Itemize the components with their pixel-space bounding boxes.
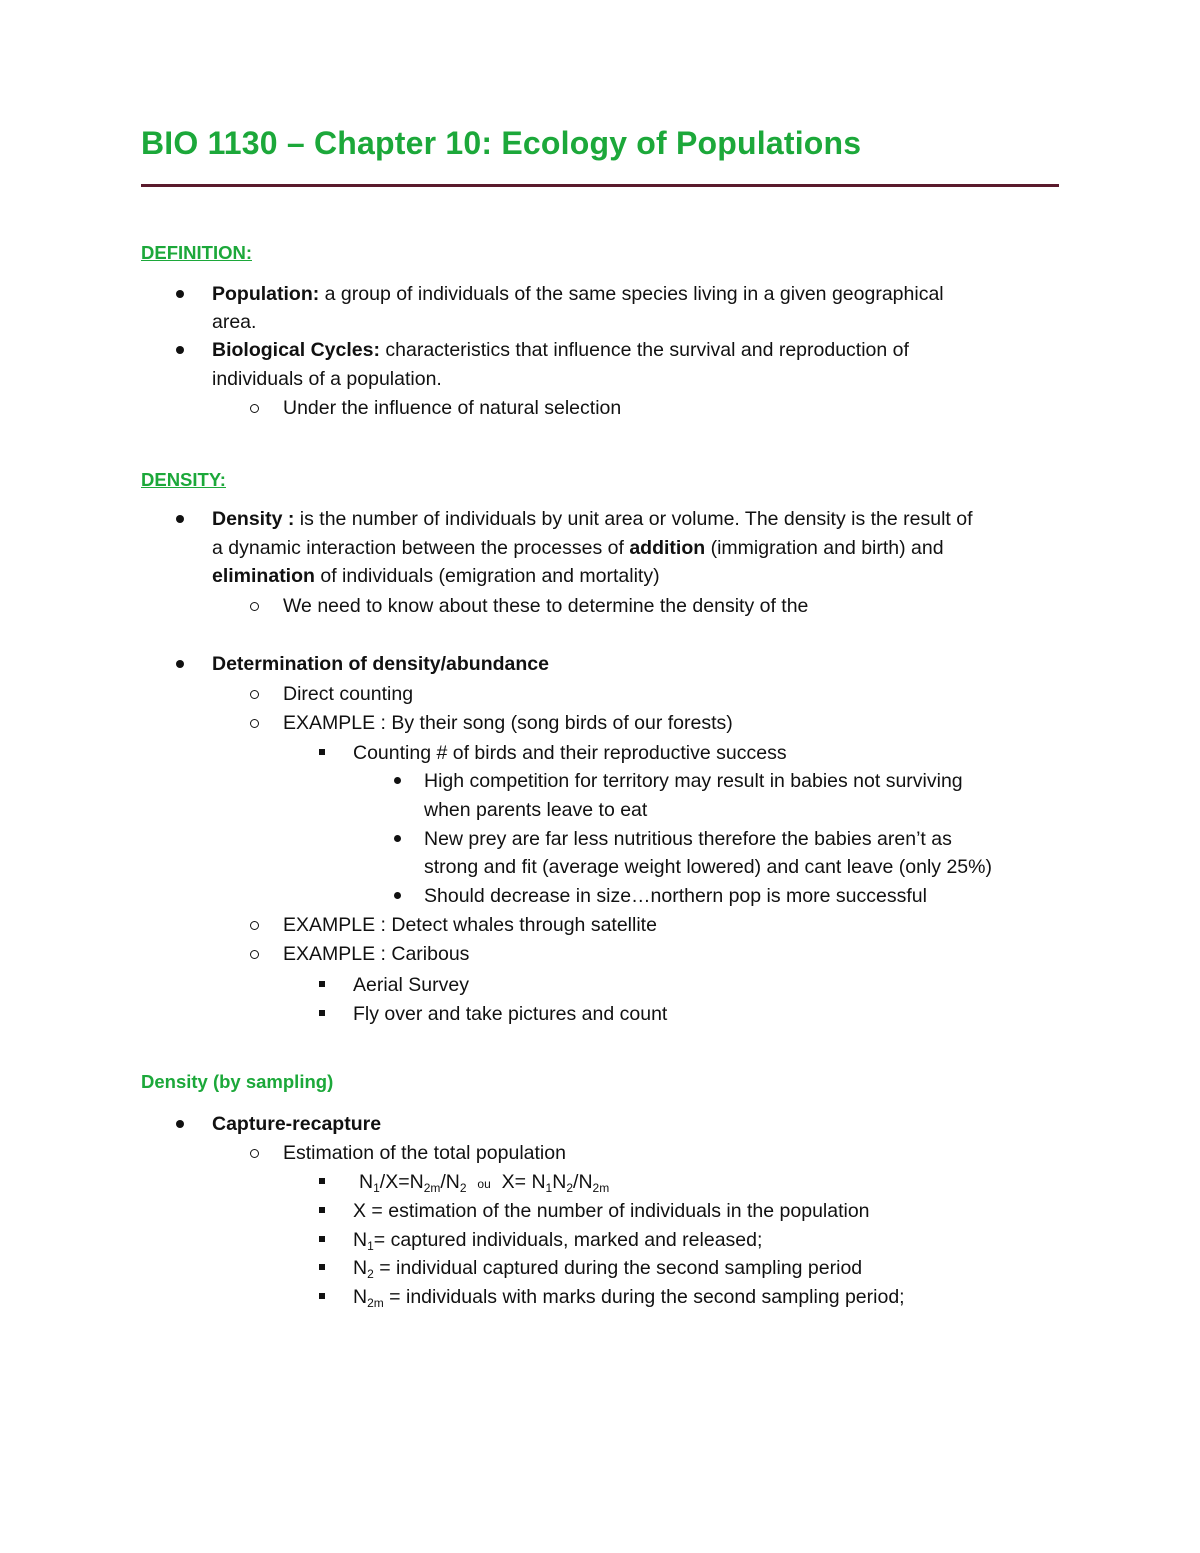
aerial-survey-item: Aerial Survey: [353, 974, 469, 996]
square-bullet-icon: [319, 1264, 325, 1270]
population-term: Population:: [212, 283, 320, 305]
prey-line-1: New prey are far less nutritious therefore the babies aren’t as: [424, 828, 952, 850]
density-term: Density :: [212, 508, 295, 530]
competition-line-1: High competition for territory may result in babies not surviving: [424, 770, 963, 792]
cycles-line-1: Biological Cycles: characteristics that influence the survival and reproduction of: [212, 339, 909, 361]
dot-bullet-icon: [394, 892, 401, 899]
dot-bullet-icon: [394, 777, 401, 784]
circle-bullet-icon: [250, 690, 259, 699]
population-line-1: Population: a group of individuals of the same species living in a given geographical: [212, 283, 944, 305]
document-title: BIO 1130 – Chapter 10: Ecology of Populations: [141, 125, 862, 161]
square-bullet-icon: [319, 981, 325, 987]
counting-birds-item: Counting # of birds and their reproductive success: [353, 742, 787, 764]
determination-item: Determination of density/abundance: [212, 653, 549, 675]
circle-bullet-icon: [250, 719, 259, 728]
n2-definition-item: $N_2$ = individual captured during the second sampling period: [353, 1257, 863, 1281]
definition-heading: DEFINITION:: [141, 242, 252, 263]
direct-counting-item: Direct counting: [283, 683, 414, 705]
x-definition-item: X = estimation of the number of individuals in the population: [353, 1200, 870, 1222]
addition-term: addition: [629, 537, 706, 559]
bullet-icon: [176, 290, 184, 298]
circle-bullet-icon: [250, 950, 259, 959]
density-sub-item: We need to know about these to determine the density of the: [283, 595, 809, 617]
density-line-2: a dynamic interaction between the processes of addition (immigration and birth) and: [212, 537, 944, 559]
sampling-heading: Density (by sampling): [141, 1071, 334, 1092]
square-bullet-icon: [319, 1236, 325, 1242]
circle-bullet-icon: [250, 602, 259, 611]
competition-line-2: when parents leave to eat: [424, 799, 648, 821]
song-example-item: EXAMPLE : By their song (song birds of our forests): [283, 712, 733, 734]
bullet-icon: [176, 1120, 184, 1128]
square-bullet-icon: [319, 1178, 325, 1184]
prey-line-2: strong and fit (average weight lowered) and cant leave (only 25%): [424, 856, 992, 878]
n1-definition-item: $N_1=$ captured individuals, marked and released;: [353, 1229, 763, 1253]
n2m-definition-item: $N_{2m}$ = individuals with marks during the second sampling period;: [353, 1286, 905, 1310]
elimination-term: elimination: [212, 565, 315, 587]
circle-bullet-icon: [250, 404, 259, 413]
estimation-item: Estimation of the total population: [283, 1142, 566, 1164]
formula-item: $N_1/X=N_{2m}/N_2$ ou $X= N_1N_2/N_{2m}$: [359, 1171, 610, 1195]
natural-selection-item: Under the influence of natural selection: [283, 397, 622, 419]
title-divider: [141, 184, 1059, 187]
circle-bullet-icon: [250, 1149, 259, 1158]
capture-recapture-item: Capture-recapture: [212, 1113, 382, 1135]
bullet-icon: [176, 660, 184, 668]
bullet-icon: [176, 346, 184, 354]
square-bullet-icon: [319, 1010, 325, 1016]
caribous-example-item: EXAMPLE : Caribous: [283, 943, 470, 965]
density-line-1: Density : is the number of individuals by unit area or volume. The density is the result of: [212, 508, 973, 530]
whales-example-item: EXAMPLE : Detect whales through satellite: [283, 914, 657, 936]
dot-bullet-icon: [394, 835, 401, 842]
density-heading: DENSITY:: [141, 469, 226, 490]
square-bullet-icon: [319, 749, 325, 755]
cycles-term: Biological Cycles:: [212, 339, 380, 361]
bullet-icon: [176, 515, 184, 523]
square-bullet-icon: [319, 1293, 325, 1299]
density-line-3: elimination of individuals (emigration and mortality): [212, 565, 660, 587]
population-line-2: area.: [212, 311, 257, 333]
circle-bullet-icon: [250, 921, 259, 930]
square-bullet-icon: [319, 1207, 325, 1213]
fly-over-item: Fly over and take pictures and count: [353, 1003, 668, 1025]
decrease-item: Should decrease in size…northern pop is more successful: [424, 885, 927, 907]
cycles-line-2: individuals of a population.: [212, 368, 442, 390]
